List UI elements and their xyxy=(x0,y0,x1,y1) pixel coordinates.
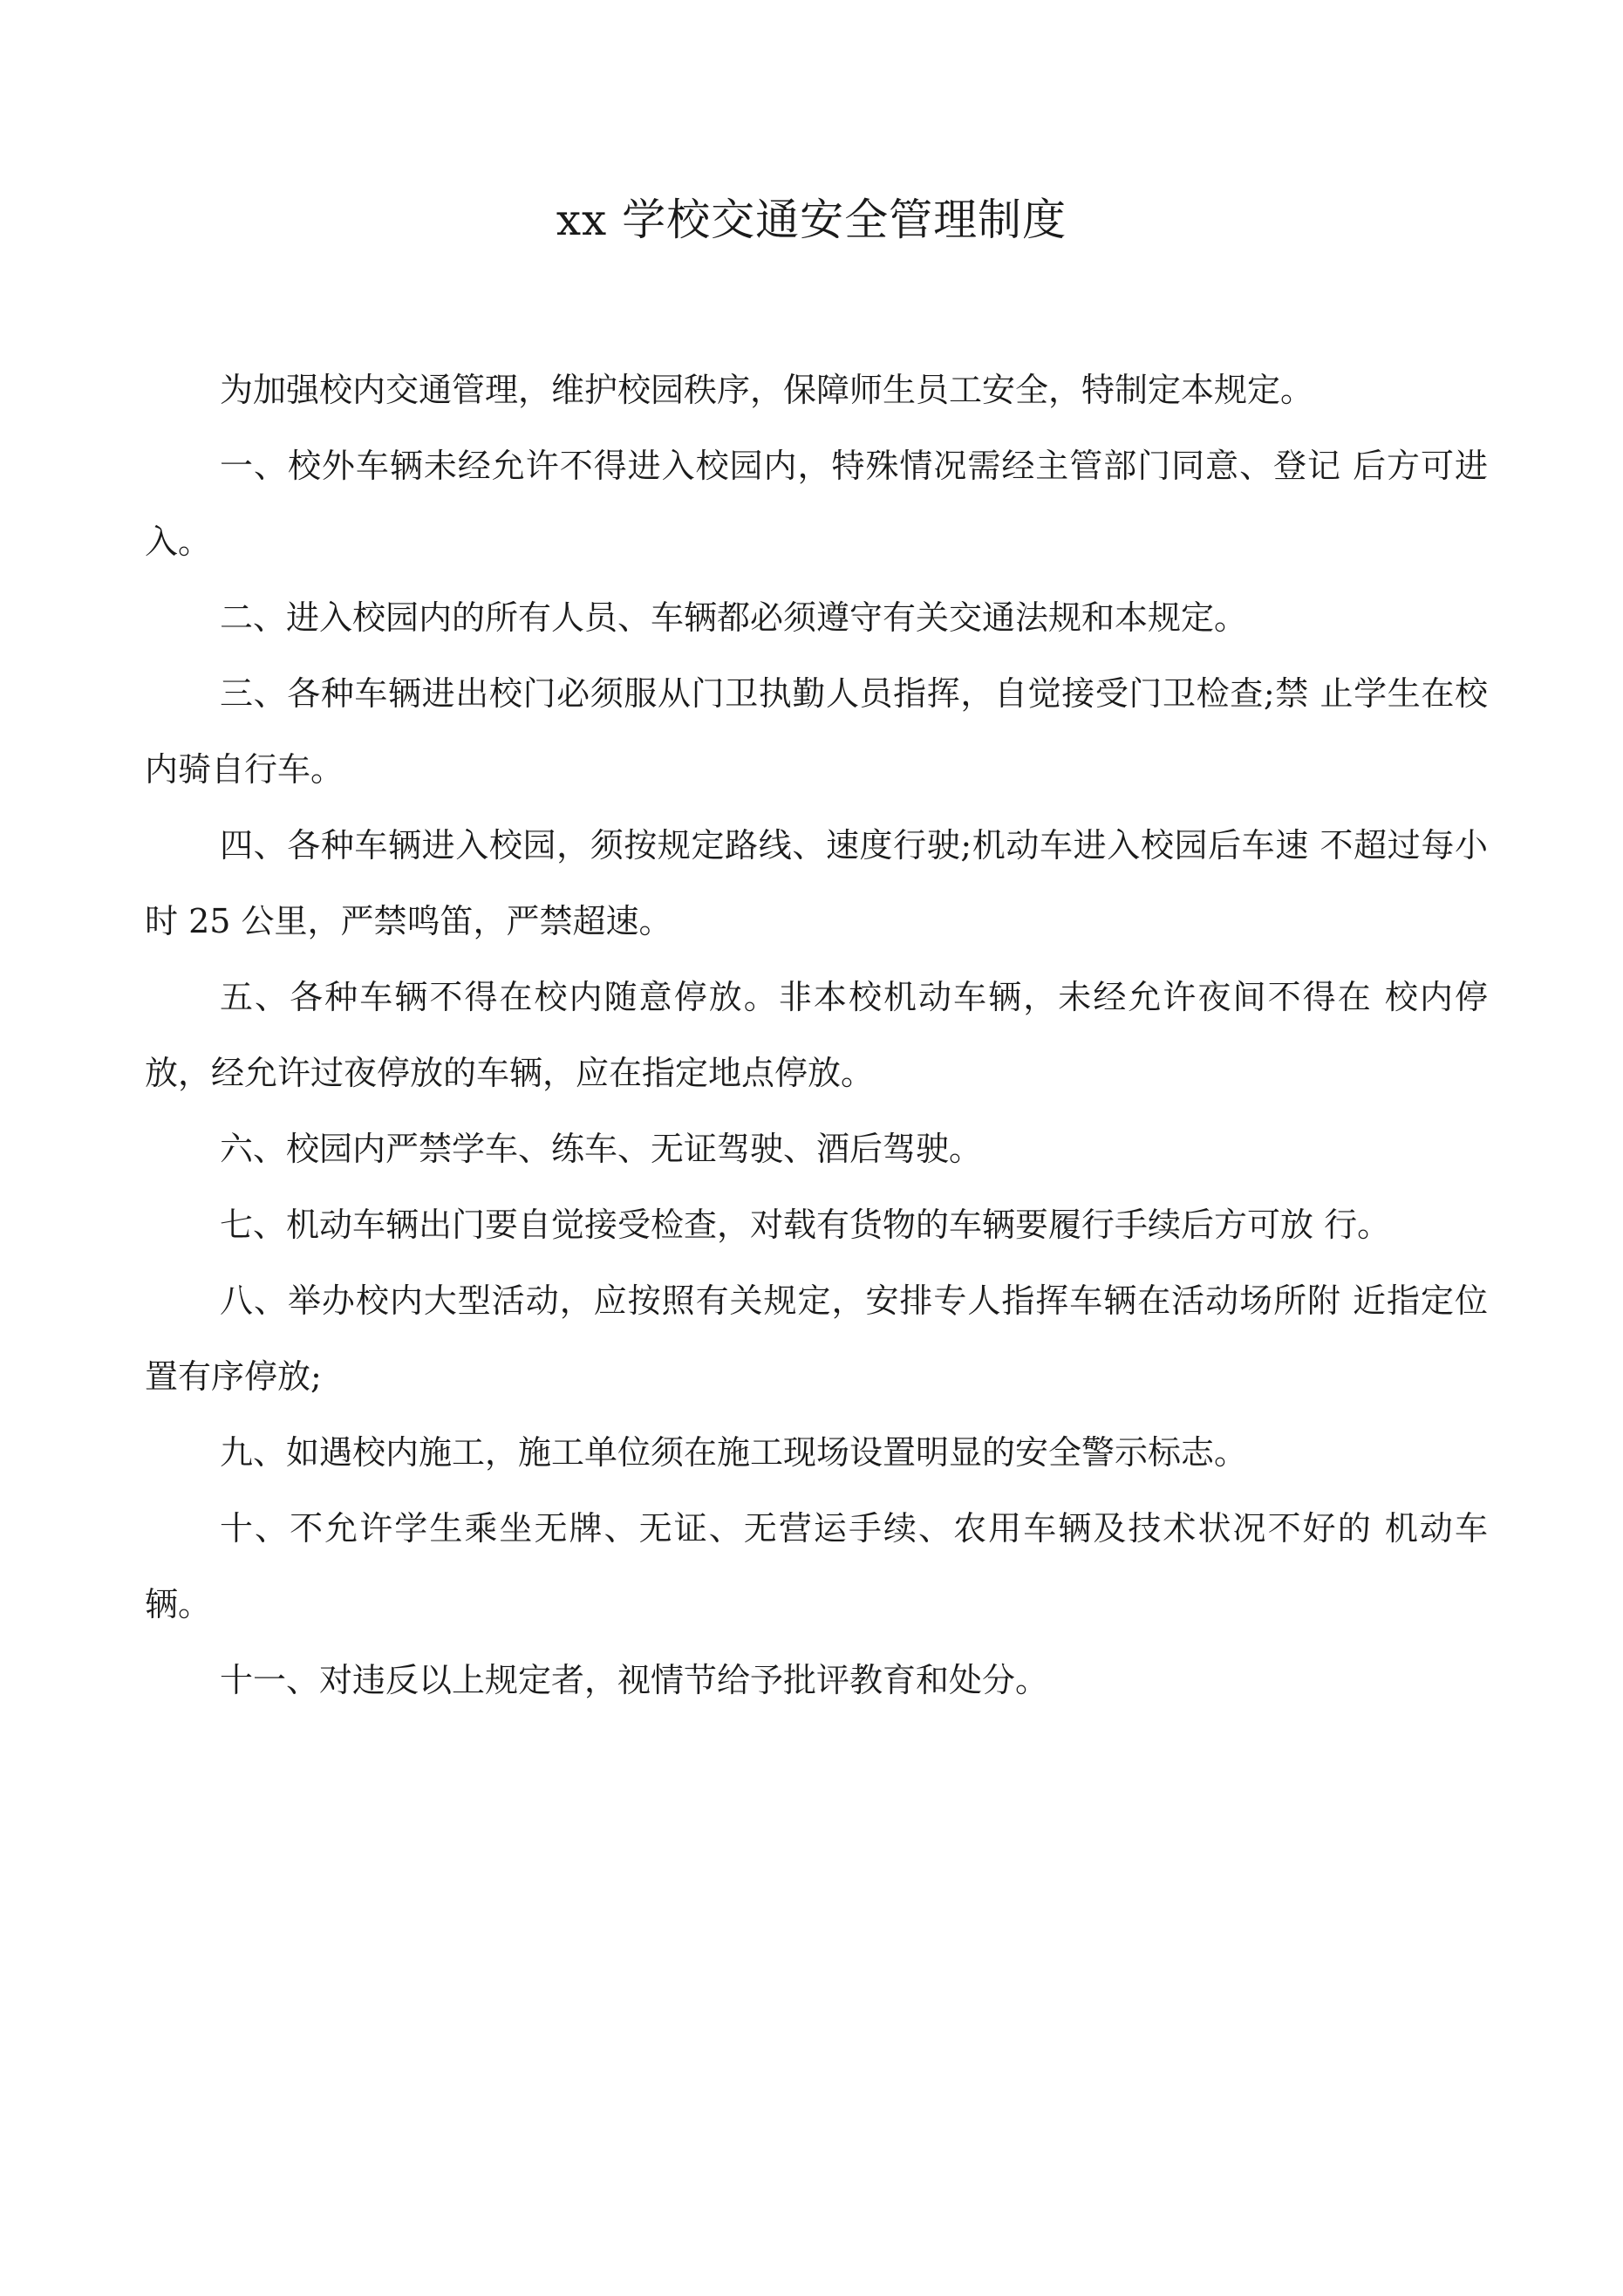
paragraph-rule-10: 十、不允许学生乘坐无牌、无证、无营运手续、农用车辆及技术状况不好的 机动车辆。 xyxy=(145,1509,1488,1623)
paragraph-rule-3: 三、各种车辆进出校门必须服从门卫执勤人员指挥，自觉接受门卫检查;禁 止学生在校内骑自行车。 xyxy=(145,674,1488,789)
document-title: xx 学校交通安全管理制度 xyxy=(556,195,1067,245)
paragraph-rule-11: 十一、对违反以上规定者，视情节给予批评教育和处分。 xyxy=(220,1661,1049,1699)
paragraph-rule-6: 六、校园内严禁学车、练车、无证驾驶、酒后驾驶。 xyxy=(220,1130,983,1168)
document-body xyxy=(145,352,1488,1719)
paragraph-intro: 为加强校内交通管理，维护校园秩序，保障师生员工安全，特制定本规定。 xyxy=(220,371,1314,409)
paragraph-rule-5: 五、各种车辆不得在校内随意停放。非本校机动车辆，未经允许夜间不得在 校内停放，经允许过夜停放的车辆，应在指定地点停放。 xyxy=(145,978,1488,1092)
paragraph-rule-2: 二、进入校园内的所有人员、车辆都必须遵守有关交通法规和本规定。 xyxy=(220,598,1248,637)
paragraph-rule-9: 九、如遇校内施工，施工单位须在施工现场设置明显的安全警示标志。 xyxy=(220,1433,1248,1472)
paragraph-rule-1: 一、校外车辆未经允许不得进入校园内，特殊情况需经主管部门同意、登记 后方可进入。 xyxy=(145,447,1488,561)
paragraph-rule-4: 四、各种车辆进入校园，须按规定路线、速度行驶;机动车进入校园后车速 不超过每小时 25 公里，严禁鸣笛，严禁超速。 xyxy=(145,826,1488,940)
paragraph-rule-8: 八、举办校内大型活动，应按照有关规定，安排专人指挥车辆在活动场所附 近指定位置有序停放; xyxy=(145,1281,1488,1396)
paragraph-rule-7: 七、机动车辆出门要自觉接受检查，对载有货物的车辆要履行手续后方可放 行。 xyxy=(220,1206,1391,1244)
